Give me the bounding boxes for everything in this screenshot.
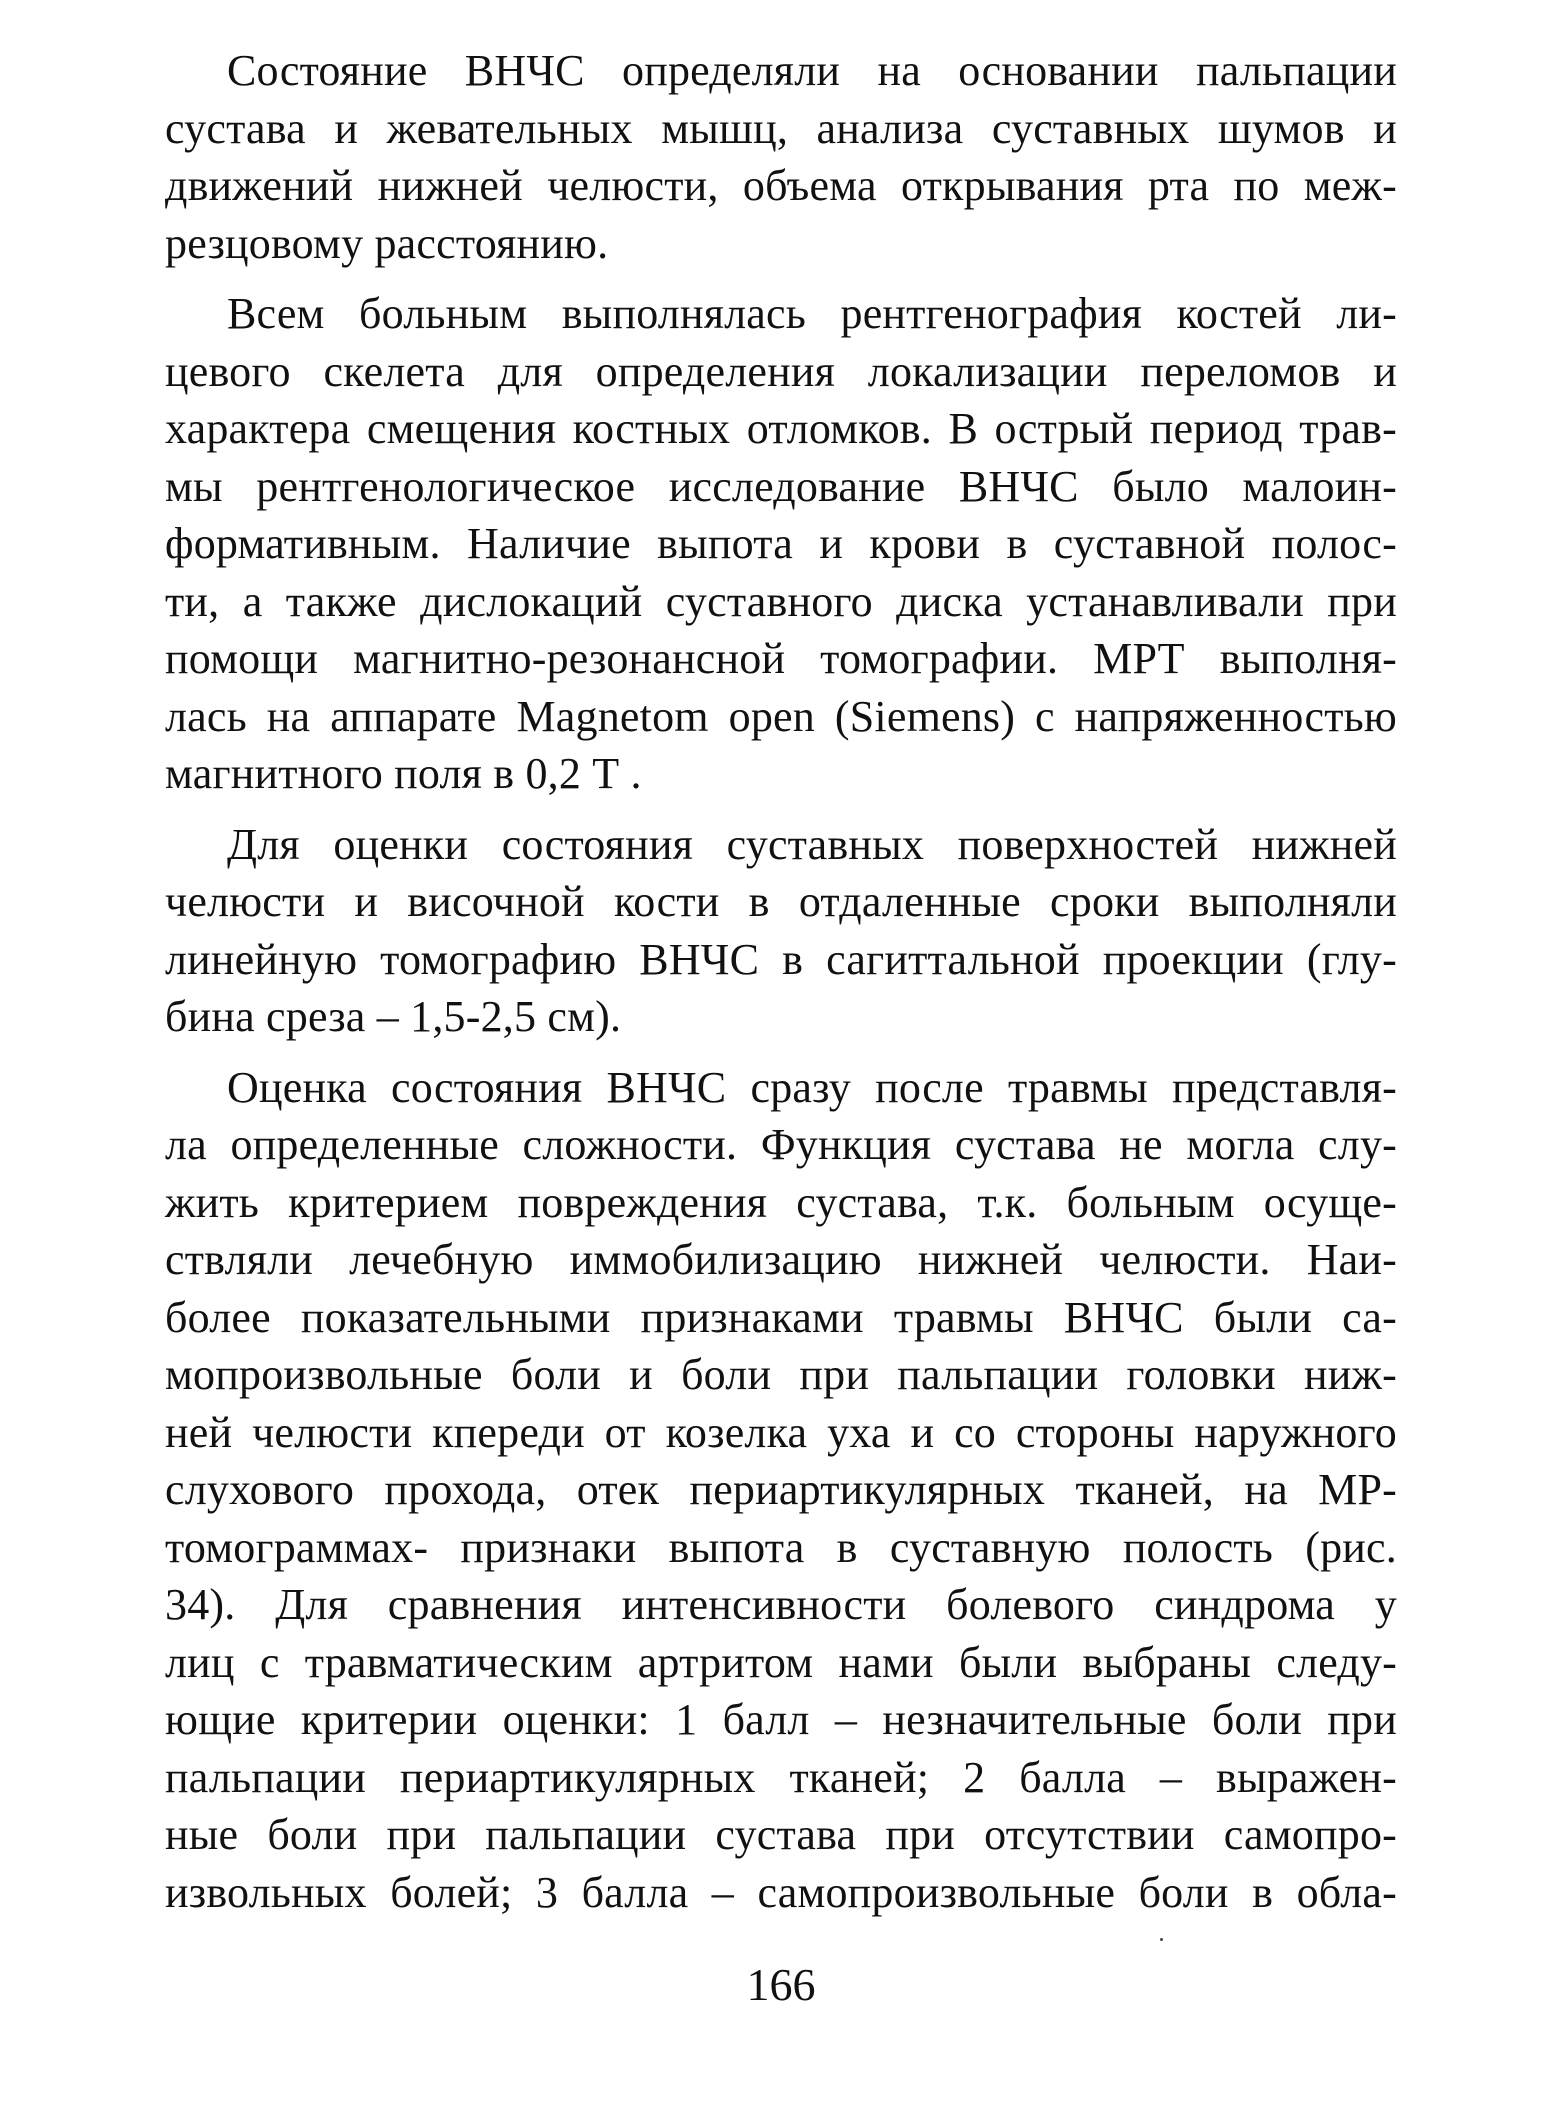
text-line: помощи магнитно-резонансной томографии. МРТ выполня- bbox=[165, 634, 1397, 683]
text-line: ные боли при пальпации сустава при отсутствии самопро- bbox=[165, 1810, 1397, 1859]
paragraph-3 bbox=[165, 816, 1397, 1046]
text-line: мы рентгенологическое исследование ВНЧС было малоин- bbox=[165, 461, 1397, 511]
page-number: 166 bbox=[746, 1959, 816, 2010]
text-line: лиц с травматическим артритом нами были выбраны следу- bbox=[165, 1637, 1397, 1687]
text-line: ти, а также дислокаций суставного диска устанавливали при bbox=[165, 576, 1397, 626]
text-line: сустава и жевательных мышц, анализа суставных шумов и bbox=[165, 103, 1397, 153]
text-line: ней челюсти кпереди от козелка уха и со стороны наружного bbox=[165, 1407, 1397, 1457]
text-line: томограммах- признаки выпота в суставную полость (рис. bbox=[165, 1522, 1397, 1572]
text-line: Оценка состояния ВНЧС сразу после травмы представля- bbox=[227, 1062, 1397, 1112]
text-line: движений нижней челюсти, объема открывания рта по меж- bbox=[165, 161, 1397, 210]
paragraph-2 bbox=[165, 285, 1397, 803]
text-line: 34). Для сравнения интенсивности болевого синдрома у bbox=[165, 1580, 1397, 1629]
text-line: формативным. Наличие выпота и крови в суставной полос- bbox=[165, 519, 1397, 568]
text-line: характера смещения костных отломков. В острый период трав- bbox=[165, 404, 1397, 453]
text-line: слухового прохода, отек периартикулярных тканей, на МР- bbox=[165, 1465, 1397, 1514]
text-line: магнитного поля в 0,2 Т . bbox=[165, 749, 642, 798]
text-line: ла определенные сложности. Функция сустава не могла слу- bbox=[165, 1120, 1397, 1169]
text-line: резцовому расстоянию. bbox=[165, 218, 609, 268]
text-line: бина среза – 1,5-2,5 см). bbox=[165, 992, 622, 1041]
scan-speck bbox=[1160, 1938, 1163, 1941]
text-line: мопроизвольные боли и боли при пальпации головки ниж- bbox=[165, 1350, 1397, 1399]
text-line: пальпации периартикулярных тканей; 2 балла – выражен- bbox=[165, 1752, 1397, 1802]
text-line: линейную томографию ВНЧС в сагиттальной проекции (глу- bbox=[165, 934, 1397, 984]
text-line: ствляли лечебную иммобилизацию нижней челюсти. Наи- bbox=[165, 1235, 1397, 1284]
text-line: Всем больным выполнялась рентгенография костей ли- bbox=[227, 289, 1397, 338]
text-line: ющие критерии оценки: 1 балл – незначительные боли при bbox=[165, 1695, 1397, 1744]
text-line: Состояние ВНЧС определяли на основании пальпации bbox=[227, 46, 1397, 95]
text-line: жить критерием повреждения сустава, т.к. больным осуще- bbox=[165, 1177, 1397, 1227]
text-line: челюсти и височной кости в отдаленные сроки выполняли bbox=[165, 877, 1397, 926]
text-line: более показательными признаками травмы ВНЧС были са- bbox=[165, 1292, 1397, 1342]
text-line: Для оценки состояния суставных поверхностей нижней bbox=[227, 819, 1397, 869]
text-line: цевого скелета для определения локализации переломов и bbox=[165, 346, 1397, 396]
paragraph-1 bbox=[165, 42, 1397, 272]
text-line: лась на аппарате Magnetom open (Siemens) с напряженностью bbox=[165, 691, 1397, 741]
paragraph-4 bbox=[165, 1059, 1397, 1922]
text-line: извольных болей; 3 балла – самопроизвольные боли в обла- bbox=[165, 1867, 1397, 1917]
body-text bbox=[165, 42, 1397, 1934]
